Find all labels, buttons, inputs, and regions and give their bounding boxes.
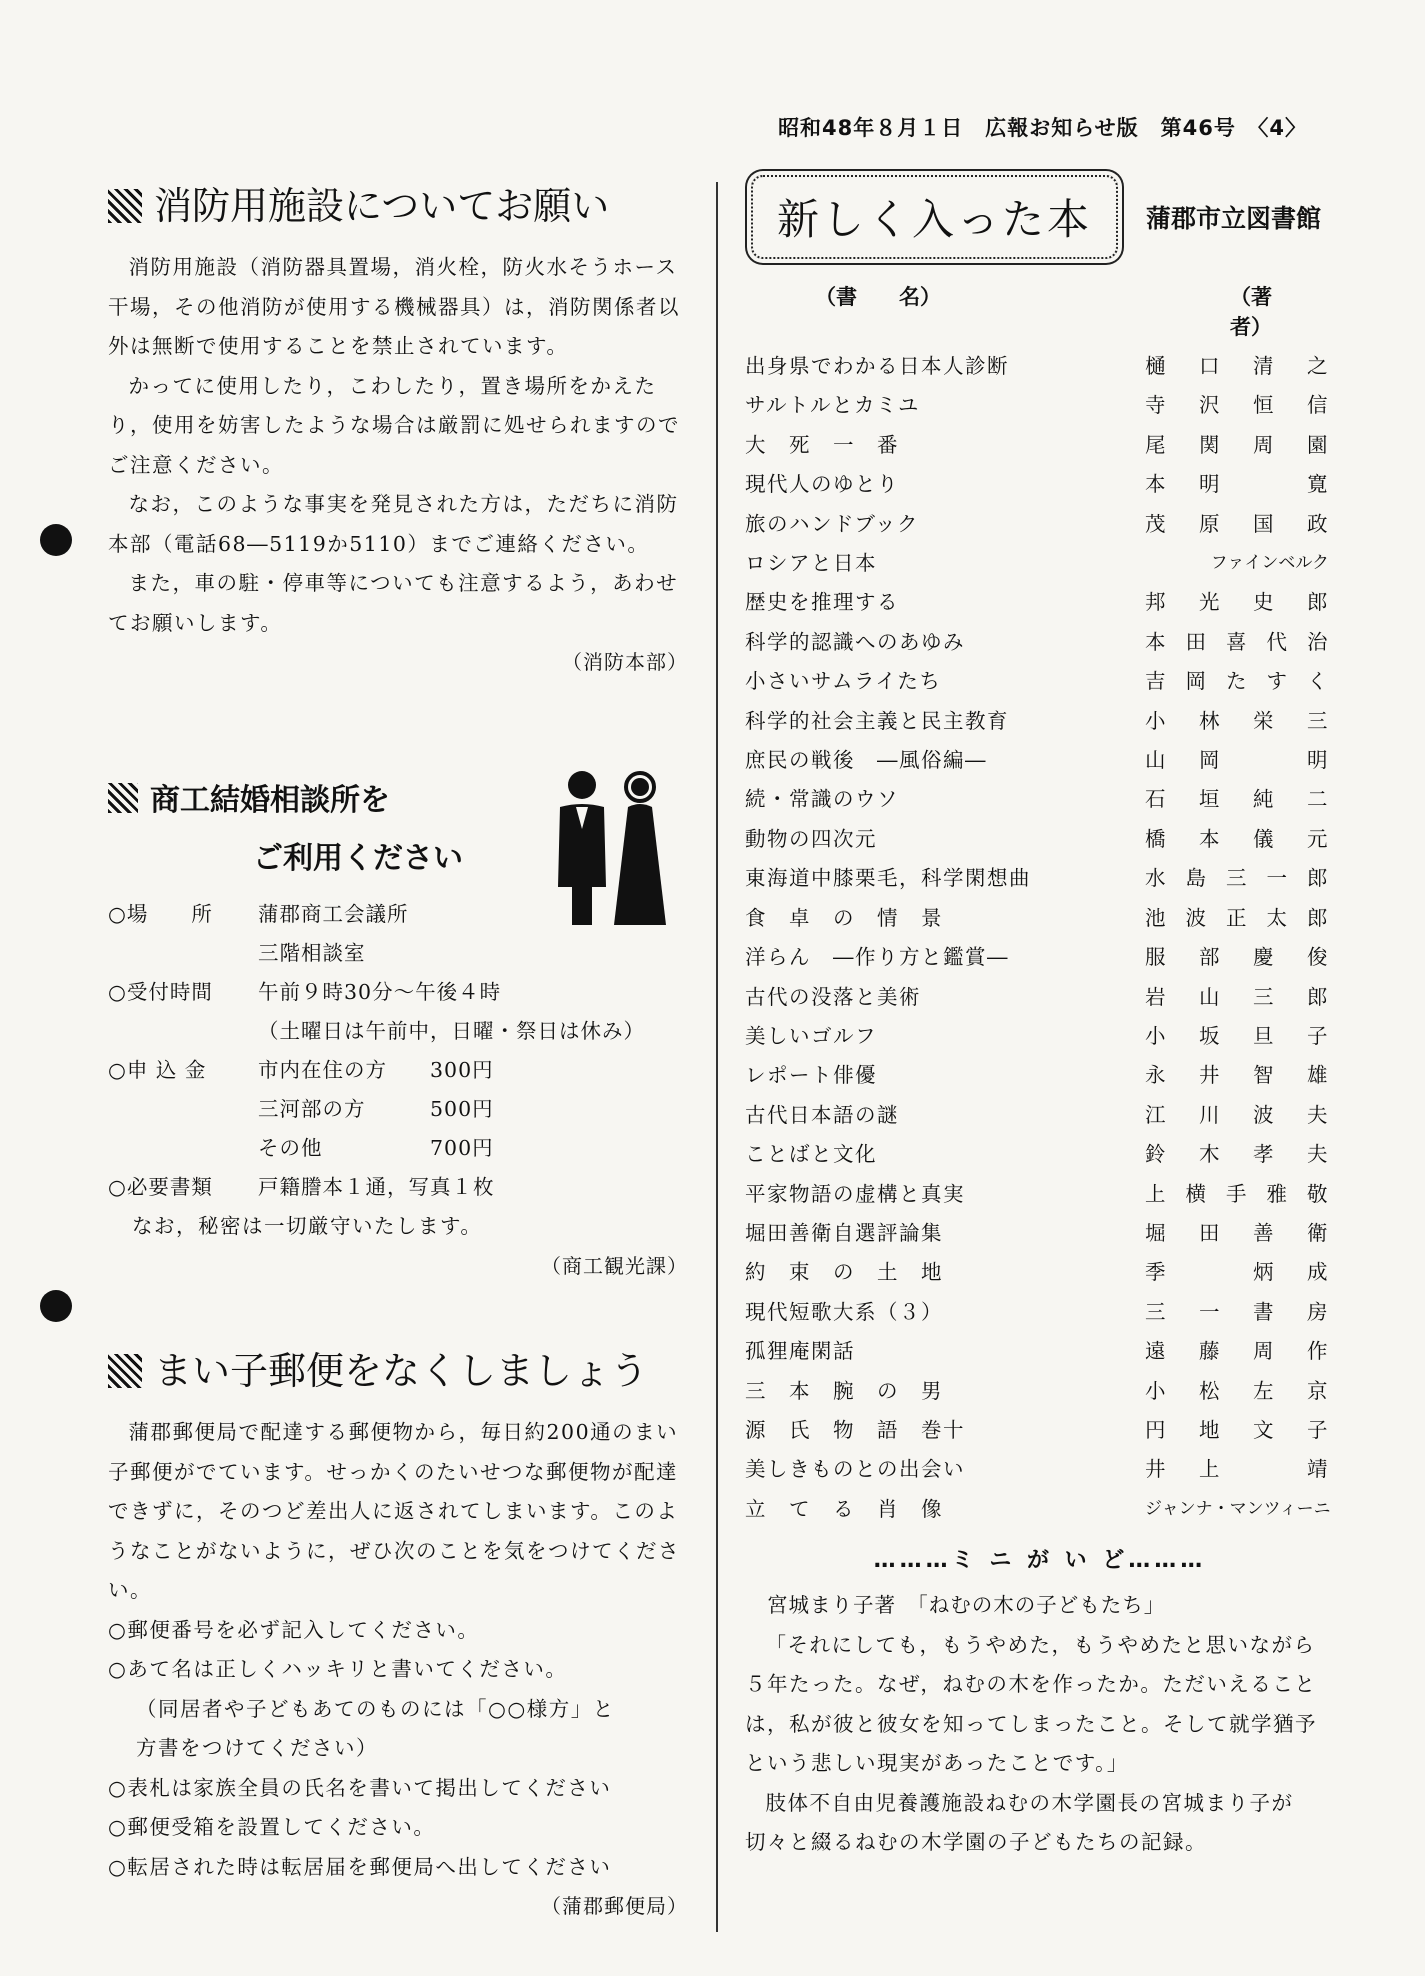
book-author: 上横手雅敬 [1145, 1181, 1329, 1206]
book-row [745, 741, 1335, 780]
book-row [745, 1450, 1335, 1489]
book-row [745, 544, 1335, 583]
place-row: ○場 所 蒲郡商工会議所 [108, 902, 409, 926]
book-title: 現代短歌大系（３） [745, 1299, 943, 1324]
book-row [745, 978, 1335, 1017]
book-author: 山岡 明 [1145, 748, 1329, 773]
book-author: 寺沢恒信 [1145, 393, 1329, 418]
book-row [745, 426, 1335, 465]
column-divider [716, 182, 718, 1932]
hatch-icon [108, 189, 142, 223]
book-row [745, 1175, 1335, 1214]
book-author: 井上 靖 [1145, 1457, 1329, 1482]
book-row [745, 780, 1335, 819]
book-author: ジャンナ・マンツィーニ [1145, 1498, 1331, 1519]
book-author: 本明 寛 [1145, 472, 1329, 497]
book-list-header [745, 281, 1335, 341]
book-author: 堀田善衛 [1145, 1220, 1329, 1245]
book-title: 約 束 の 土 地 [745, 1260, 943, 1285]
book-row [745, 1372, 1335, 1411]
book-row [745, 1490, 1335, 1529]
signature: （消防本部） [562, 650, 688, 674]
book-author: 永井智雄 [1145, 1063, 1329, 1088]
book-title: 孤狸庵閑話 [745, 1339, 855, 1364]
book-author: 小松左京 [1145, 1378, 1329, 1403]
section-subtitle: ご利用ください [253, 841, 463, 876]
book-title: 現代人のゆとり [745, 472, 899, 497]
book-title: 歴史を推理する [745, 590, 899, 615]
book-title: 科学的認識へのあゆみ [745, 629, 965, 654]
book-author: 池波正太郎 [1145, 905, 1329, 930]
section-title: 消防用施設についてお願い [108, 175, 688, 230]
book-row [745, 505, 1335, 544]
book-author: 岩山三郎 [1145, 984, 1329, 1009]
book-author: 服部慶俊 [1145, 945, 1329, 970]
place-row-2: 三階相談室 [258, 941, 366, 965]
book-title: 古代の没落と美術 [745, 984, 921, 1009]
mini-guide-title: ………ミ ニ が い ど……… [873, 1548, 1207, 1574]
book-author: 円地文子 [1145, 1417, 1329, 1442]
issue-header: 昭和48年８月１日 広報お知らせ版 第46号 〈4〉 [778, 116, 1307, 140]
book-row [745, 1096, 1335, 1135]
hatch-icon [108, 1354, 142, 1388]
hours-row: ○受付時間 午前９時30分～午後４時 [108, 980, 502, 1004]
list-item: ○転居された時は転居届を郵便局へ出してください [108, 1854, 612, 1879]
book-title: 三 本 腕 の 男 [745, 1378, 943, 1403]
book-author: 尾関周園 [1145, 432, 1329, 457]
list-item: ○表札は家族全員の氏名を書いて掲出してください [108, 1775, 612, 1800]
book-author: 水島三一郎 [1145, 866, 1329, 891]
list-item: 方書をつけてください） [136, 1736, 378, 1760]
book-row [745, 1135, 1335, 1174]
book-row [745, 1253, 1335, 1292]
book-title: 動物の四次元 [745, 826, 877, 851]
paragraph: かってに使用したり，こわしたり，置き場所をかえたり，使用を妨害したような場合は厳罰に処せられますのでご注意ください。 [108, 373, 680, 477]
book-title: サルトルとカミユ [745, 393, 920, 418]
book-row [745, 702, 1335, 741]
hours-row-2: （土曜日は午前中，日曜・祭日は休み） [258, 1019, 645, 1043]
book-author: ファインベルク [1210, 553, 1329, 574]
book-row [745, 1056, 1335, 1095]
book-list [745, 347, 1335, 1529]
book-title: 美しきものとの出会い [745, 1457, 965, 1482]
list-item: ○郵便受箱を設置してください。 [108, 1815, 436, 1839]
book-row [745, 583, 1335, 622]
book-title: 源 氏 物 語 巻十 [745, 1417, 965, 1442]
book-title: 平家物語の虚構と真実 [745, 1181, 965, 1206]
book-author: 江川波夫 [1145, 1102, 1329, 1127]
book-title: 出身県でわかる日本人診断 [745, 354, 1009, 378]
list-item: ○郵便番号を必ず記入してください。 [108, 1617, 480, 1642]
signature: （蒲郡郵便局） [541, 1894, 688, 1918]
book-row [745, 1332, 1335, 1371]
book-title: 洋らん ―作り方と鑑賞― [745, 945, 1009, 970]
book-title: 古代日本語の謎 [745, 1102, 899, 1127]
library-name: 蒲郡市立図書館 [1146, 204, 1322, 233]
fee-row-2: 三河部の方 500円 [258, 1097, 494, 1121]
column-header-title: （書 名） [815, 285, 941, 309]
book-title: 堀田善衛自選評論集 [745, 1220, 943, 1245]
fire-facility-notice [108, 175, 688, 681]
paragraph: 蒲郡郵便局で配達する郵便物から，毎日約200通のまい子郵便がでています。せっかくのたいせつな郵便物が配達できずに，そのつど差出人に返されてしまいます。このようなことがないように，ぜひ次のことを気をつけてください。 [108, 1420, 680, 1602]
book-author: 本田喜代治 [1145, 629, 1329, 654]
book-author: 鈴木孝夫 [1145, 1142, 1329, 1167]
list-item: ○あて名は正しくハッキリと書いてください。 [108, 1657, 568, 1681]
book-author: 三一書房 [1145, 1299, 1329, 1324]
wedding-couple-icon [548, 767, 678, 927]
new-books-title: 新しく入った本 [751, 175, 1118, 259]
paragraph: なお，このような事実を発見された方は，ただちに消防本部（電話68―5119か5110）までご連絡ください。 [108, 492, 679, 556]
signature: （商工観光課） [541, 1253, 688, 1278]
book-author: 季 炳成 [1145, 1260, 1329, 1285]
book-row [745, 1017, 1335, 1056]
book-title: 旅のハンドブック [745, 511, 919, 536]
column-header-author: （著 者） [1230, 285, 1314, 339]
book-title: 立 て る 肖 像 [745, 1496, 943, 1521]
right-column [745, 175, 1335, 1863]
book-row [745, 386, 1335, 425]
book-author: 茂原国政 [1145, 511, 1329, 536]
book-title: 科学的社会主義と民主教育 [745, 708, 1009, 733]
marriage-consultation-notice [108, 775, 688, 1285]
library-header [745, 175, 1335, 259]
book-row [745, 1214, 1335, 1253]
paragraph: 消防用施設（消防器具置場，消火栓，防火水そうホース干場，その他消防が使用する機械器具）は，消防関係者以外は無断で使用することを禁止されています。 [108, 255, 680, 358]
fee-row-3: その他 700円 [258, 1136, 494, 1160]
book-row [745, 899, 1335, 938]
book-author: 小坂旦子 [1145, 1023, 1329, 1048]
list-item: （同居者や子どもあてのものには「○○様方」と [136, 1696, 615, 1721]
paragraph: なお，秘密は一切厳守いたします。 [132, 1214, 483, 1238]
book-row [745, 1293, 1335, 1332]
book-row [745, 623, 1335, 662]
book-author: 橋本儀元 [1145, 826, 1329, 851]
book-title: 美しいゴルフ [745, 1023, 877, 1048]
book-author: 石垣純二 [1145, 787, 1329, 812]
book-author: 遠藤周作 [1145, 1339, 1329, 1364]
section-title: 商工結婚相談所を [108, 775, 688, 819]
documents-row: ○必要書類 戸籍謄本１通，写真１枚 [108, 1175, 495, 1199]
book-row [745, 347, 1335, 386]
book-title: レポート俳優 [745, 1063, 877, 1088]
mini-guide-book: 宮城まり子著 「ねむの木の子どもたち」 [767, 1593, 1166, 1618]
book-row [745, 859, 1335, 898]
book-title: 庶民の戦後 ―風俗編― [745, 748, 987, 773]
lost-mail-notice [108, 1340, 688, 1925]
book-title: 食 卓 の 情 景 [745, 905, 943, 930]
book-title: 大 死 一 番 [745, 432, 899, 457]
paragraph: 肢体不自由児養護施設ねむの木学園長の宮城まり子が切々と綴るねむの木学園の子どもたちの記録。 [745, 1790, 1294, 1855]
binder-hole [40, 524, 72, 556]
section-title: まい子郵便をなくしましょう [108, 1340, 688, 1395]
book-row [745, 820, 1335, 859]
book-title: 続・常識のウソ [745, 787, 899, 812]
book-title: 東海道中膝栗毛，科学閑想曲 [745, 866, 1031, 891]
paragraph: また，車の駐・停車等についても注意するよう，あわせてお願いします。 [108, 571, 679, 635]
paragraph: 「それにしても，もうやめた，もうやめたと思いながら５年たった。なぜ，ねむの木を作ったか。ただいえることは，私が彼と彼女を知ってしまったこと。そして就学猶予という悲しい現実があったことです。」 [745, 1632, 1317, 1776]
book-row [745, 662, 1335, 701]
book-title: 小さいサムライたち [745, 669, 942, 694]
book-author: 樋口清之 [1145, 354, 1329, 378]
book-row [745, 938, 1335, 977]
book-row [745, 1411, 1335, 1450]
book-author: 吉岡たすく [1145, 669, 1329, 694]
book-row [745, 465, 1335, 504]
fee-row: ○申 込 金 市内在住の方 300円 [108, 1058, 494, 1082]
book-author: 邦光史郎 [1145, 590, 1329, 615]
binder-hole [40, 1290, 72, 1322]
hatch-icon [108, 783, 138, 813]
book-title: ロシアと日本 [745, 551, 877, 576]
book-author: 小林栄三 [1145, 708, 1329, 733]
book-title: ことばと文化 [745, 1142, 877, 1167]
